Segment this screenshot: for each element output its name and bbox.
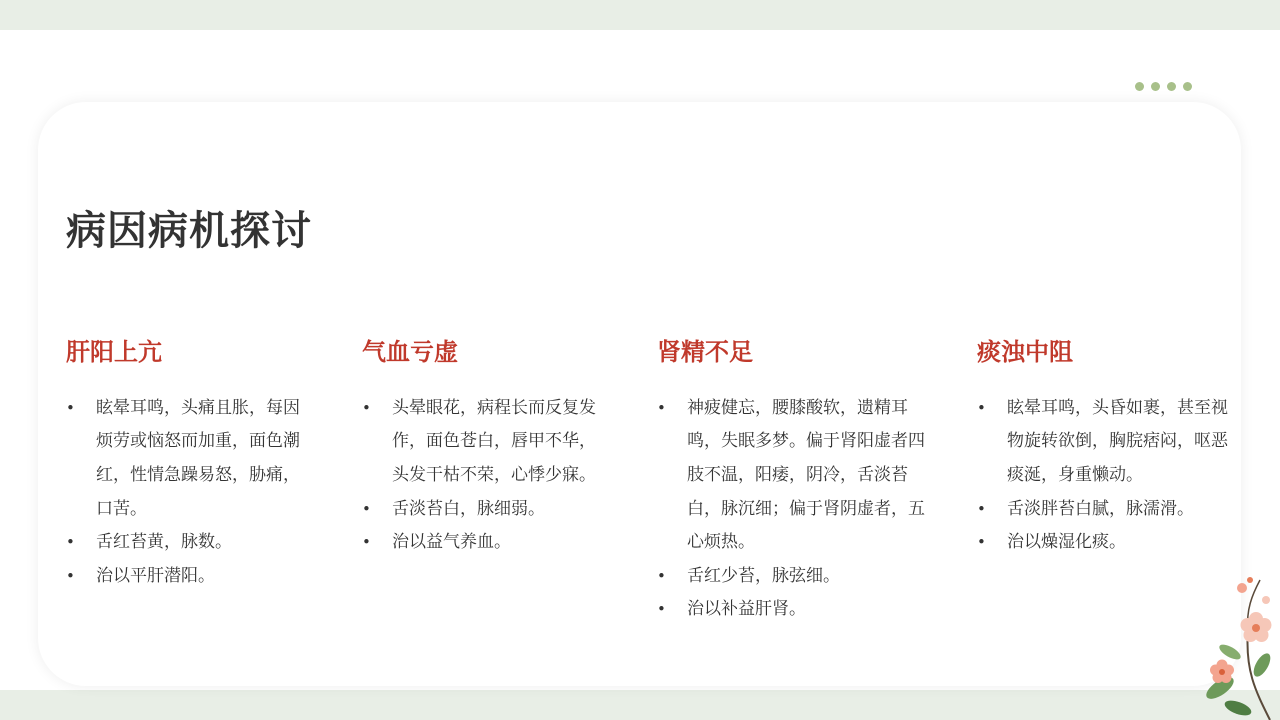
bullet-icon: • <box>977 398 986 417</box>
column-tan-zhuo-zhong-zu <box>977 312 1232 560</box>
dot-icon <box>1151 82 1160 91</box>
bullet-list <box>362 392 612 560</box>
bullet-icon: • <box>66 566 75 585</box>
decorative-dots <box>1135 82 1192 91</box>
bullet-icon: • <box>977 533 986 552</box>
column-heading: 肾精不足 <box>657 336 753 366</box>
bullet-icon: • <box>977 499 986 518</box>
column-heading: 气血亏虚 <box>362 336 458 366</box>
bullet-text: 舌红少苔，脉弦细。 <box>687 565 840 586</box>
bullet-item <box>362 392 612 493</box>
bullet-icon: • <box>657 566 666 585</box>
bullet-icon: • <box>657 600 666 619</box>
bullet-item <box>362 493 612 527</box>
column-shen-jing-bu-zu <box>657 312 932 627</box>
bullet-text: 舌淡苔白，脉细弱。 <box>392 498 545 519</box>
bullet-text: 头晕眼花，病程长而反复发作，面色苍白，唇甲不华，头发干枯不荣，心悸少寐。 <box>392 397 596 485</box>
bullet-item <box>977 392 1232 493</box>
bottom-decorative-band <box>0 690 1280 720</box>
bullet-list <box>657 392 932 627</box>
flower-icon <box>1200 570 1280 720</box>
dot-icon <box>1135 82 1144 91</box>
bullet-text: 眩晕耳鸣，头痛且胀，每因烦劳或恼怒而加重，面色潮红，性情急躁易怒，胁痛，口苦。 <box>96 397 300 519</box>
bullet-text: 治以燥湿化痰。 <box>1007 532 1126 553</box>
bullet-text: 治以益气养血。 <box>392 532 511 553</box>
column-qi-xue-kui-xu <box>362 312 612 560</box>
bullet-text: 神疲健忘，腰膝酸软，遗精耳鸣，失眠多梦。偏于肾阳虚者四肢不温，阳痿，阴冷，舌淡苔白，脉沉细；偏于肾阴虚者，五心烦热。 <box>687 397 925 553</box>
bullet-text: 舌淡胖苔白腻，脉濡滑。 <box>1007 498 1194 519</box>
bullet-item <box>657 560 932 594</box>
column-heading: 痰浊中阻 <box>977 336 1073 366</box>
bullet-icon: • <box>657 398 666 417</box>
bullet-item <box>657 392 932 560</box>
bullet-icon: • <box>66 533 75 552</box>
bullet-text: 治以平肝潜阳。 <box>96 565 215 586</box>
bullet-icon: • <box>362 398 371 417</box>
bullet-list <box>977 392 1232 560</box>
bullet-icon: • <box>362 499 371 518</box>
top-decorative-band <box>0 0 1280 30</box>
bullet-item <box>66 560 316 594</box>
bullet-item <box>66 526 316 560</box>
bullet-text: 舌红苔黄，脉数。 <box>96 532 232 553</box>
bullet-text: 眩晕耳鸣，头昏如裹，甚至视物旋转欲倒，胸脘痞闷，呕恶痰涎，身重懒动。 <box>1007 397 1228 485</box>
bullet-item <box>977 526 1232 560</box>
bullet-list <box>66 392 316 594</box>
column-gan-yang-shang-kang <box>66 312 316 593</box>
page-title: 病因病机探讨 <box>66 206 312 254</box>
bullet-item <box>657 593 932 627</box>
dot-icon <box>1183 82 1192 91</box>
bullet-item <box>66 392 316 526</box>
bullet-item <box>977 493 1232 527</box>
bullet-icon: • <box>66 398 75 417</box>
dot-icon <box>1167 82 1176 91</box>
bullet-icon: • <box>362 533 371 552</box>
bullet-text: 治以补益肝肾。 <box>687 599 806 620</box>
column-heading: 肝阳上亢 <box>66 336 162 366</box>
bullet-item <box>362 526 612 560</box>
